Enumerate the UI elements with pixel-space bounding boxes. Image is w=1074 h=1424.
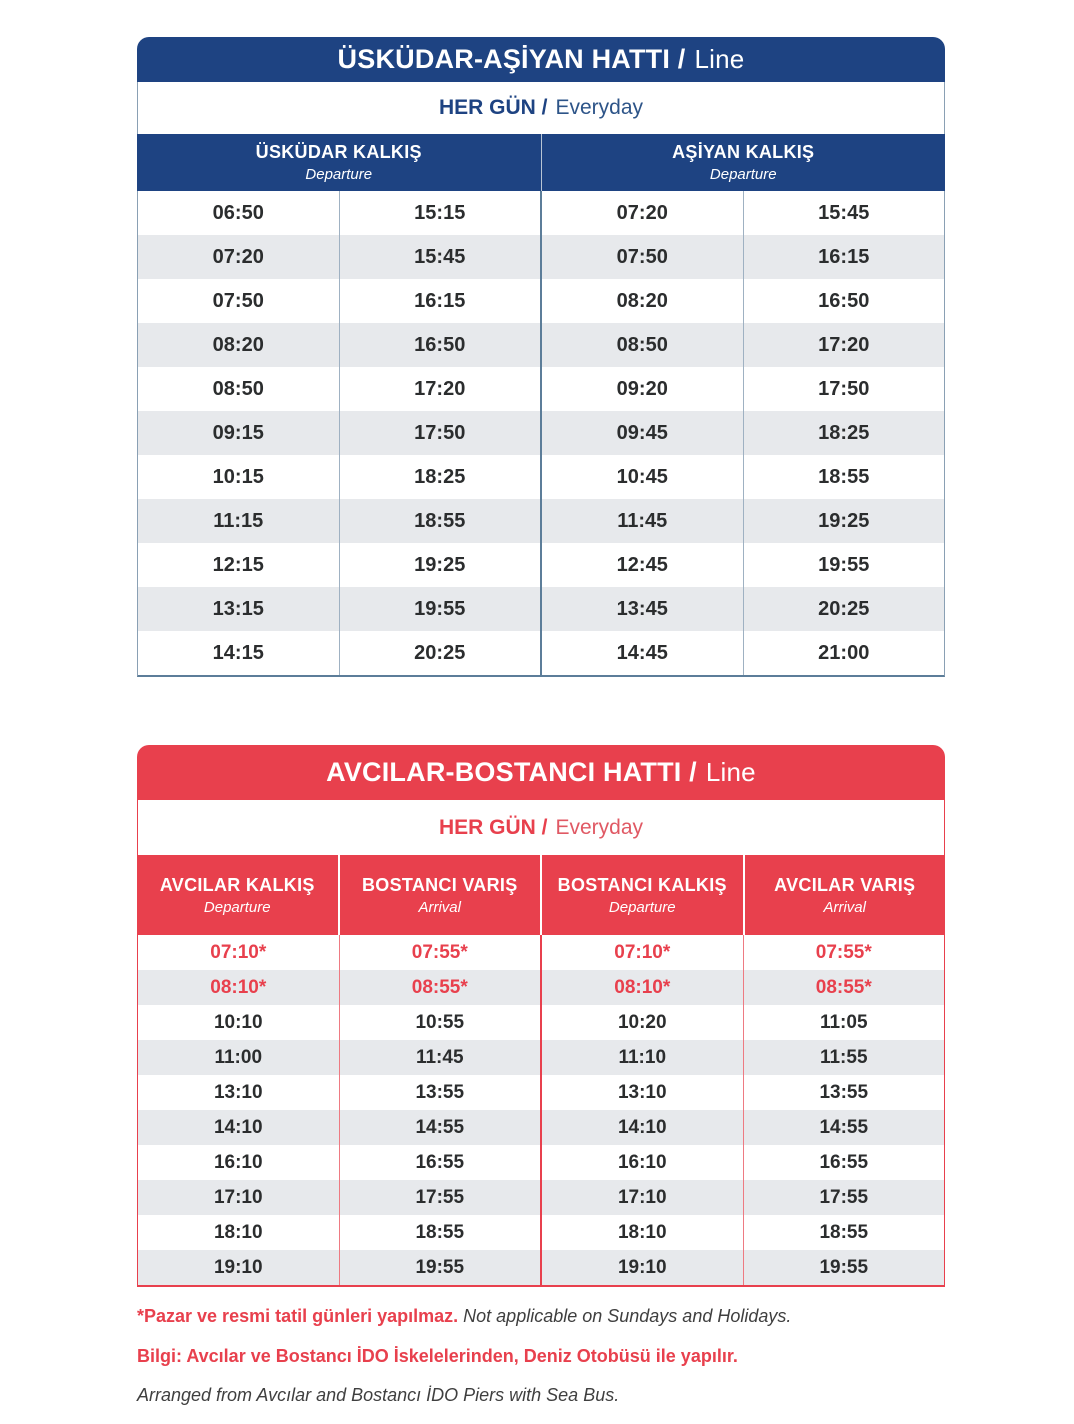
time-cell: 11:05	[819, 1011, 868, 1033]
time-cell: 21:00	[818, 641, 870, 664]
time-cell: 18:25	[340, 455, 543, 499]
time-cell: 17:10	[138, 1180, 340, 1215]
table-row	[138, 1040, 944, 1075]
time-cell: 12:15	[138, 543, 340, 587]
time-cell: 11:10	[542, 1040, 744, 1075]
footnote-sundays-turkish: *Pazar ve resmi tatil günleri yapılmaz.	[137, 1306, 459, 1326]
time-cell: 08:50	[542, 323, 744, 367]
table-row	[138, 1075, 944, 1110]
uskudar-time-rows	[137, 191, 945, 677]
table-row	[138, 543, 944, 587]
everyday-label-turkish: HER GÜN /	[438, 96, 548, 119]
time-cell: 07:50	[138, 279, 340, 323]
column-header-title: AVCILAR VARIŞ	[774, 874, 916, 895]
time-cell: 15:15	[340, 191, 543, 235]
time-cell: 10:15	[138, 455, 340, 499]
time-cell: 10:55	[340, 1005, 543, 1040]
time-cell: 16:55	[340, 1145, 543, 1180]
time-cell: 07:10*	[138, 935, 340, 970]
table-row	[138, 1145, 944, 1180]
footnote-info-turkish: Bilgi: Avcılar ve Bostancı İDO İskelelerinden, Deniz Otobüsü ile yapılır.	[137, 1345, 738, 1366]
time-cell: 10:45	[542, 455, 744, 499]
table-row	[138, 1215, 944, 1250]
time-cell: 20:25	[340, 631, 543, 675]
time-cell: 17:20	[340, 367, 543, 411]
time-cell: 14:55	[340, 1110, 543, 1145]
time-cell: 14:10	[542, 1110, 744, 1145]
column-header	[540, 855, 743, 935]
time-cell: 14:55	[819, 1116, 869, 1138]
time-cell: 16:55	[819, 1151, 869, 1173]
time-cell: 16:10	[138, 1145, 340, 1180]
line-title-english: Line	[694, 44, 745, 74]
avcilar-bostanci-table	[137, 745, 945, 1287]
time-cell: 16:15	[340, 279, 543, 323]
avcilar-schedule-label	[137, 800, 945, 855]
time-cell: 11:00	[138, 1040, 340, 1075]
column-header-subtitle: Departure	[305, 166, 373, 183]
time-cell: 13:45	[542, 587, 744, 631]
time-cell: 18:10	[138, 1215, 340, 1250]
column-header-title: BOSTANCI KALKIŞ	[557, 874, 727, 895]
table-row	[138, 323, 944, 367]
time-cell: 17:10	[542, 1180, 744, 1215]
time-cell: 09:45	[542, 411, 744, 455]
column-header-title: AŞİYAN KALKIŞ	[672, 142, 815, 162]
table-row	[138, 1005, 944, 1040]
column-header-subtitle: Arrival	[823, 898, 866, 916]
table-row	[138, 1110, 944, 1145]
avcilar-time-rows	[137, 935, 945, 1287]
time-cell: 19:25	[340, 543, 543, 587]
time-cell: 07:10*	[542, 935, 744, 970]
column-header-title: AVCILAR KALKIŞ	[159, 874, 315, 895]
time-cell: 17:55	[340, 1180, 543, 1215]
table-row	[138, 411, 944, 455]
time-cell: 07:20	[542, 191, 744, 235]
everyday-label-english: Everyday	[555, 815, 644, 839]
column-header-subtitle: Departure	[203, 898, 271, 916]
time-cell: 08:55*	[340, 970, 543, 1005]
time-cell: 18:55	[340, 499, 543, 543]
time-cell: 09:20	[542, 367, 744, 411]
time-cell: 11:55	[819, 1046, 868, 1068]
time-cell: 11:45	[340, 1040, 543, 1075]
column-header-subtitle: Departure	[709, 166, 777, 183]
time-cell: 19:55	[340, 587, 543, 631]
column-header	[541, 134, 946, 191]
time-cell: 15:45	[818, 201, 870, 224]
time-cell: 13:55	[340, 1075, 543, 1110]
time-cell: 16:50	[818, 289, 870, 312]
uskudar-asiyan-table	[137, 37, 945, 677]
time-cell: 17:50	[818, 377, 870, 400]
table-row	[138, 367, 944, 411]
time-cell: 08:55*	[815, 976, 872, 998]
time-cell: 08:50	[138, 367, 340, 411]
uskudar-column-headers	[137, 134, 945, 191]
time-cell: 13:10	[542, 1075, 744, 1110]
time-cell: 19:25	[818, 509, 870, 532]
line-title-turkish: AVCILAR-BOSTANCI HATTI /	[326, 757, 697, 787]
time-cell: 18:55	[340, 1215, 543, 1250]
time-cell: 12:45	[542, 543, 744, 587]
everyday-label-english: Everyday	[555, 96, 644, 119]
time-cell: 11:45	[542, 499, 744, 543]
time-cell: 07:55*	[815, 941, 872, 963]
uskudar-asiyan-title-bar	[137, 37, 945, 82]
time-cell: 07:50	[542, 235, 744, 279]
time-cell: 17:20	[818, 333, 870, 356]
time-cell: 19:55	[340, 1250, 543, 1285]
column-header-title: ÜSKÜDAR KALKIŞ	[255, 142, 422, 162]
time-cell: 13:15	[138, 587, 340, 631]
column-header-title: BOSTANCI VARIŞ	[361, 874, 518, 895]
table-row	[138, 935, 944, 970]
footnote-info-english: Arranged from Avcılar and Bostancı İDO Piers with Sea Bus.	[137, 1385, 620, 1405]
time-cell: 18:55	[819, 1221, 869, 1243]
time-cell: 13:10	[138, 1075, 340, 1110]
table-row	[138, 191, 944, 235]
footnote-sundays-english: Not applicable on Sundays and Holidays.	[463, 1306, 792, 1326]
time-cell: 19:10	[138, 1250, 340, 1285]
column-header	[137, 134, 541, 191]
table-row	[138, 1180, 944, 1215]
time-cell: 13:55	[819, 1081, 869, 1103]
time-cell: 14:10	[138, 1110, 340, 1145]
avcilar-column-headers	[137, 855, 945, 935]
time-cell: 10:20	[542, 1005, 744, 1040]
time-cell: 07:55*	[340, 935, 543, 970]
time-cell: 15:45	[340, 235, 543, 279]
footnotes	[137, 1305, 987, 1424]
table-row	[138, 499, 944, 543]
avcilar-bostanci-title-bar	[137, 745, 945, 800]
table-row	[138, 1250, 944, 1285]
time-cell: 17:55	[819, 1186, 869, 1208]
time-cell: 19:55	[819, 1256, 869, 1278]
time-cell: 07:20	[138, 235, 340, 279]
time-cell: 18:55	[818, 465, 870, 488]
time-cell: 18:25	[818, 421, 870, 444]
table-row	[138, 631, 944, 675]
time-cell: 20:25	[818, 597, 870, 620]
time-cell: 08:20	[138, 323, 340, 367]
table-row	[138, 279, 944, 323]
time-cell: 16:15	[818, 245, 870, 268]
column-header-subtitle: Departure	[608, 898, 676, 916]
time-cell: 08:10*	[138, 970, 340, 1005]
table-row	[138, 455, 944, 499]
time-cell: 08:20	[542, 279, 744, 323]
time-cell: 16:10	[542, 1145, 744, 1180]
time-cell: 09:15	[138, 411, 340, 455]
time-cell: 19:55	[818, 553, 870, 576]
time-cell: 17:50	[340, 411, 543, 455]
table-row	[138, 970, 944, 1005]
table-row	[138, 235, 944, 279]
line-title-turkish: ÜSKÜDAR-AŞİYAN HATTI /	[337, 44, 686, 74]
column-header	[743, 855, 946, 935]
footnote-sundays	[137, 1305, 987, 1328]
time-cell: 06:50	[138, 191, 340, 235]
time-cell: 16:50	[340, 323, 543, 367]
time-cell: 19:10	[542, 1250, 744, 1285]
column-header	[137, 855, 338, 935]
time-cell: 10:10	[138, 1005, 340, 1040]
column-header	[338, 855, 541, 935]
everyday-label-turkish: HER GÜN /	[438, 815, 548, 839]
line-title-english: Line	[705, 757, 756, 787]
table-row	[138, 587, 944, 631]
time-cell: 08:10*	[542, 970, 744, 1005]
column-header-subtitle: Arrival	[418, 898, 461, 916]
uskudar-schedule-label	[137, 82, 945, 134]
time-cell: 14:15	[138, 631, 340, 675]
time-cell: 14:45	[542, 631, 744, 675]
time-cell: 11:15	[138, 499, 340, 543]
time-cell: 18:10	[542, 1215, 744, 1250]
